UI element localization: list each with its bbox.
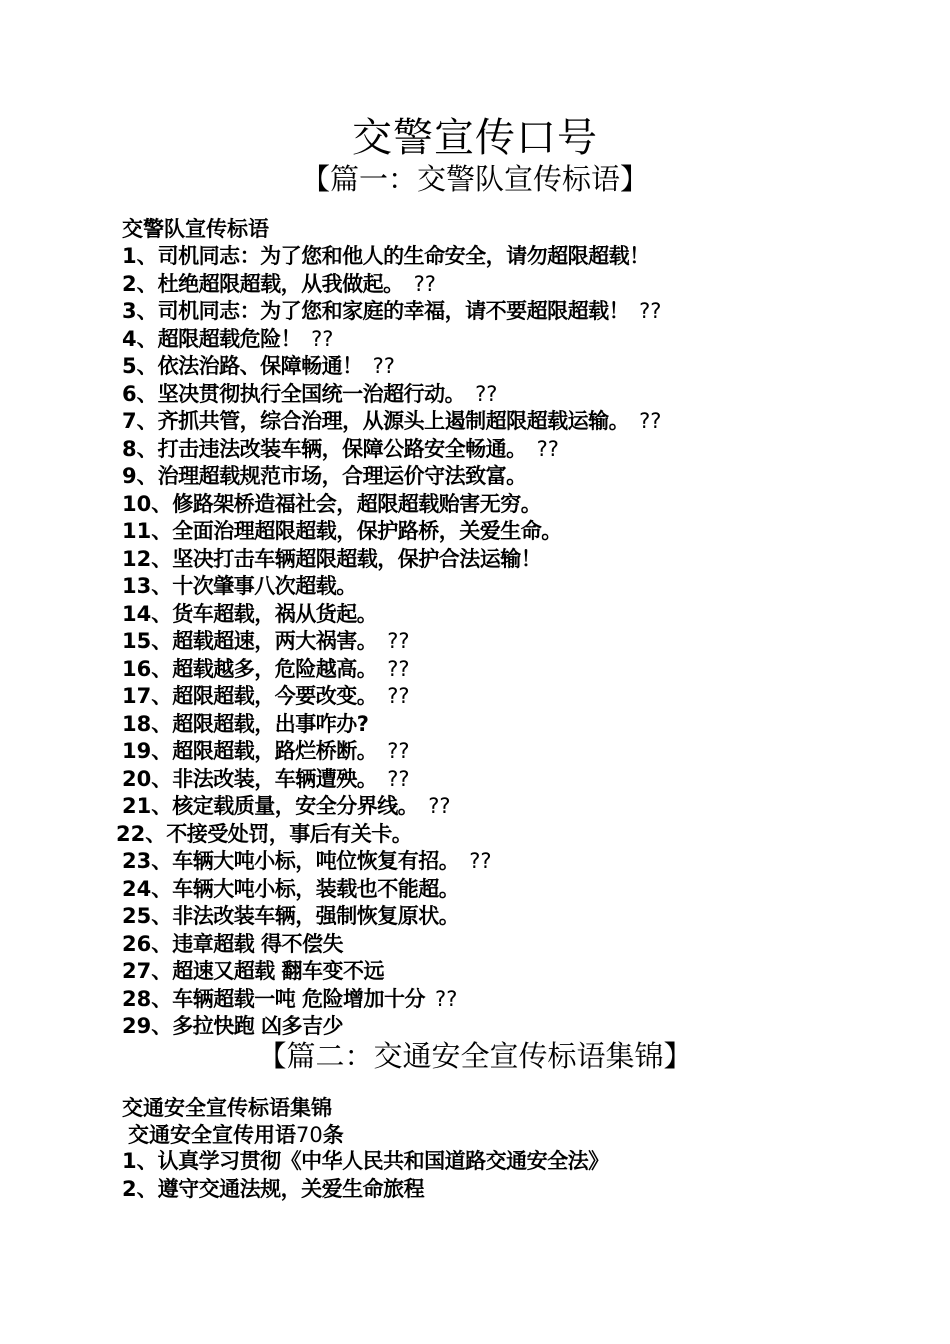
list-item-number: 24、 — [122, 876, 173, 901]
list-item-number: 12、 — [122, 546, 173, 571]
list-item — [0, 326, 950, 354]
list-item-text: 超限超载危险！ — [157, 326, 302, 351]
list-item-mark: ?? — [387, 766, 410, 791]
list-item-text: 杜绝超限超载，从我做起。 — [157, 271, 404, 296]
list-item — [0, 958, 950, 986]
document-title: 交警宣传口号 — [352, 115, 598, 161]
list-item-text: 非法改装，车辆遭殃。 — [172, 766, 378, 791]
list-item-text: 超速又超载 翻车变不远 — [172, 959, 385, 983]
list-item-text: 车辆大吨小标，装载也不能超。 — [172, 876, 460, 901]
list-item — [0, 573, 950, 601]
section-1-subtitle: 交警队宣传标语 — [122, 217, 269, 241]
list-item — [0, 903, 950, 931]
list-item-mark: ?? — [639, 299, 662, 323]
list-item-mark: ?? — [387, 684, 410, 708]
list-item-number: 15、 — [122, 629, 173, 653]
list-item-number: 2、 — [122, 271, 158, 296]
list-item — [0, 848, 950, 876]
section-2-subtitle-secondary-count: 70 — [296, 1123, 323, 1147]
list-item-text: 齐抓共管，综合治理，从源头上遏制超限超载运输。 — [157, 409, 630, 433]
list-item — [0, 546, 950, 574]
list-item — [0, 271, 950, 299]
list-item-text: 超限超载，出事咋办? — [172, 711, 369, 736]
list-item — [0, 628, 950, 656]
list-item-text: 车辆超载一吨 危险增加十分 — [172, 986, 426, 1011]
list-item-number: 20、 — [122, 766, 173, 791]
list-item-text: 车辆大吨小标，吨位恢复有招。 — [172, 849, 460, 873]
list-item-text: 遵守交通法规，关爱生命旅程 — [157, 1176, 425, 1201]
list-item-mark: ?? — [311, 326, 334, 351]
list-item-number: 4、 — [122, 326, 158, 351]
list-item — [0, 738, 950, 766]
list-item — [0, 821, 950, 849]
list-item-number: 11、 — [122, 519, 173, 543]
section-1-heading: 【篇一：交警队宣传标语】 — [300, 162, 649, 196]
list-item-number: 1、 — [122, 244, 158, 268]
list-item-number: 17、 — [122, 684, 173, 708]
list-item-number: 27、 — [122, 959, 173, 983]
list-item-number: 16、 — [122, 656, 173, 681]
list-item — [0, 711, 950, 739]
list-item-mark: ?? — [475, 381, 498, 406]
list-item-text: 司机同志：为了您和家庭的幸福，请不要超限超载！ — [157, 299, 630, 323]
list-item — [0, 793, 950, 821]
list-item-mark: ?? — [387, 629, 410, 653]
list-item-text: 超载超速，两大祸害。 — [172, 629, 378, 653]
list-item — [0, 656, 950, 684]
list-item-text: 超限超载，路烂桥断。 — [172, 739, 378, 763]
list-item — [0, 243, 950, 271]
list-item-text: 依法治路、保障畅通！ — [157, 354, 363, 378]
list-item-number: 10、 — [122, 491, 173, 516]
list-item — [0, 408, 950, 436]
list-item-text: 治理超载规范市场，合理运价守法致富。 — [157, 464, 527, 488]
list-item-number: 8、 — [122, 436, 158, 461]
list-item-text: 全面治理超限超载，保护路桥，关爱生命。 — [172, 519, 562, 543]
list-item-number: 7、 — [122, 409, 158, 433]
list-item-text: 货车超载，祸从货起。 — [172, 601, 378, 626]
list-item-text: 超载越多，危险越高。 — [172, 656, 378, 681]
list-item — [0, 491, 950, 519]
section-1-slogan-list — [0, 243, 950, 1041]
list-item-text: 超限超载，今要改变。 — [172, 684, 378, 708]
list-item-number: 14、 — [122, 601, 173, 626]
list-item — [0, 298, 950, 326]
list-item — [0, 1148, 950, 1176]
list-item — [0, 353, 950, 381]
list-item-number: 18、 — [122, 711, 173, 736]
list-item — [0, 766, 950, 794]
list-item-mark: ?? — [435, 986, 458, 1011]
section-2-subtitle-secondary-unit: 条 — [322, 1123, 344, 1147]
list-item-text: 十次肇事八次超载。 — [172, 574, 357, 598]
list-item-text: 违章超载 得不偿失 — [172, 931, 344, 956]
list-item — [0, 1176, 950, 1204]
list-item-text: 司机同志：为了您和他人的生命安全，请勿超限超载！ — [157, 244, 650, 268]
list-item-number: 1、 — [122, 1149, 158, 1173]
list-item-number: 5、 — [122, 354, 158, 378]
list-item — [0, 876, 950, 904]
list-item-number: 6、 — [122, 381, 158, 406]
list-item-number: 19、 — [122, 739, 173, 763]
list-item-number: 29、 — [122, 1014, 173, 1038]
list-item-number: 2、 — [122, 1176, 158, 1201]
list-item — [0, 931, 950, 959]
list-item — [0, 683, 950, 711]
list-item-text: 打击违法改装车辆，保障公路安全畅通。 — [157, 436, 527, 461]
list-item-text: 认真学习贯彻《中华人民共和国道路交通安全法》 — [157, 1149, 609, 1173]
section-2-subtitle: 交通安全宣传标语集锦 — [122, 1096, 332, 1120]
list-item-mark: ?? — [372, 354, 395, 378]
list-item — [0, 463, 950, 491]
list-item-text: 多拉快跑 凶多吉少 — [172, 1014, 344, 1038]
list-item-mark: ?? — [536, 436, 559, 461]
list-item-text: 坚决贯彻执行全国统一治超行动。 — [157, 381, 466, 406]
list-item — [0, 601, 950, 629]
list-item-number: 28、 — [122, 986, 173, 1011]
list-item — [0, 1013, 950, 1041]
list-item-mark: ?? — [413, 271, 436, 296]
list-item-number: 22、 — [116, 821, 167, 846]
section-2-slogan-list — [0, 1148, 950, 1203]
list-item-mark: ?? — [387, 656, 410, 681]
list-item-text: 核定载质量，安全分界线。 — [172, 794, 419, 818]
list-item-text: 坚决打击车辆超限超载，保护合法运输！ — [172, 546, 542, 571]
list-item-mark: ?? — [387, 739, 410, 763]
section-2-heading: 【篇二：交通安全宣传标语集锦】 — [257, 1039, 693, 1073]
section-2-subtitle-secondary-text: 交通安全宣传用语 — [128, 1123, 296, 1147]
list-item-text: 非法改装车辆，强制恢复原状。 — [172, 904, 460, 928]
list-item-text: 不接受处罚，事后有关卡。 — [166, 821, 413, 846]
list-item — [0, 518, 950, 546]
list-item-number: 9、 — [122, 464, 158, 488]
list-item-number: 21、 — [122, 794, 173, 818]
section-2-subtitle-secondary — [128, 1121, 344, 1149]
list-item-number: 23、 — [122, 849, 173, 873]
list-item-mark: ?? — [639, 409, 662, 433]
list-item — [0, 986, 950, 1014]
list-item — [0, 436, 950, 464]
list-item-text: 修路架桥造福社会，超限超载贻害无穷。 — [172, 491, 542, 516]
list-item-number: 25、 — [122, 904, 173, 928]
list-item-mark: ?? — [428, 794, 451, 818]
list-item — [0, 381, 950, 409]
list-item-number: 13、 — [122, 574, 173, 598]
list-item-number: 3、 — [122, 299, 158, 323]
list-item-number: 26、 — [122, 931, 173, 956]
list-item-mark: ?? — [469, 849, 492, 873]
